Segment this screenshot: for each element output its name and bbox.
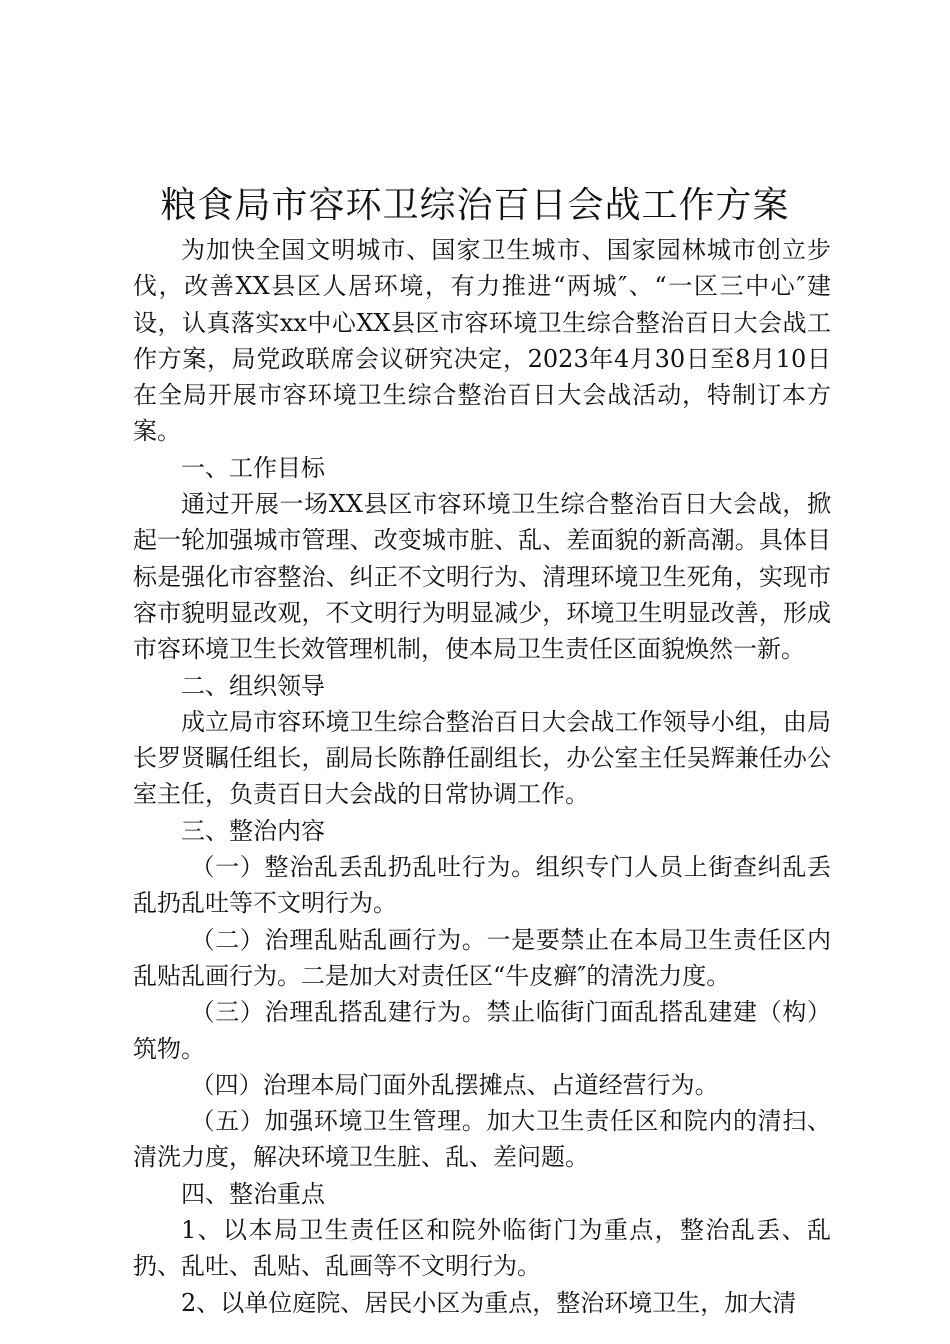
focus-item-2: 2、以单位庭院、居民小区为重点，整治环境卫生，加大清 <box>181 1288 797 1317</box>
section-heading-goals: 一、工作目标 <box>181 453 325 482</box>
focus-item-1: 1、以本局卫生责任区和院外临街门为重点，整治乱丢、乱扔、乱吐、乱贴、乱画等不文明行为。 <box>133 1216 831 1281</box>
organization-paragraph: 成立局市容环境卫生综合整治百日大会战工作领导小组，由局长罗贤瞩任组长，副局长陈静任副组长，办公室主任吴辉兼任办公室主任，负责百日大会战的日常协调工作。 <box>133 707 831 809</box>
document-title: 粮食局市容环卫综治百日会战工作方案 <box>160 185 790 226</box>
goals-paragraph: 通过开展一场XX县区市容环境卫生综合整治百日大会战，掀起一轮加强城市管理、改变城市脏、乱、差面貌的新高潮。具体目标是强化市容整治、纠正不文明行为、清理环境卫生死角，实现市容市貌明显改观，不文明行为明显减少，环境卫生明显改善，形成市容环境卫生长效管理机制，使本局卫生责任区面貌焕然一新。 <box>133 490 831 664</box>
content-item-3: （三）治理乱搭乱建行为。禁止临街门面乱搭乱建建（构）筑物。 <box>133 998 831 1063</box>
content-item-5: （五）加强环境卫生管理。加大卫生责任区和院内的清扫、清洗力度，解决环境卫生脏、乱、差问题。 <box>133 1107 831 1172</box>
content-item-1: （一）整治乱丢乱扔乱吐行为。组织专门人员上街查纠乱丢乱扔乱吐等不文明行为。 <box>133 853 831 918</box>
content-item-2: （二）治理乱贴乱画行为。一是要禁止在本局卫生责任区内乱贴乱画行为。二是加大对责任区“牛皮癣″的清洗力度。 <box>133 925 831 990</box>
section-heading-focus: 四、整治重点 <box>181 1179 325 1208</box>
content-item-4: （四）治理本局门面外乱摆摊点、占道经营行为。 <box>190 1070 719 1099</box>
document-body <box>133 232 831 1321</box>
intro-paragraph: 为加快全国文明城市、国家卫生城市、国家园林城市创立步伐，改善XX县区人居环境，有力推进“两城″、“一区三中心″建设，认真落实xx中心XX县区市容环境卫生综合整治百日大会战工作方案，局党政联席会议研究决定，2023年4月30日至8月10日在全局开展市容环境卫生综合整治百日大会战活动，特制订本方案。 <box>133 236 831 446</box>
section-heading-organization: 二、组织领导 <box>181 671 325 700</box>
section-heading-content: 三、整治内容 <box>181 816 325 845</box>
